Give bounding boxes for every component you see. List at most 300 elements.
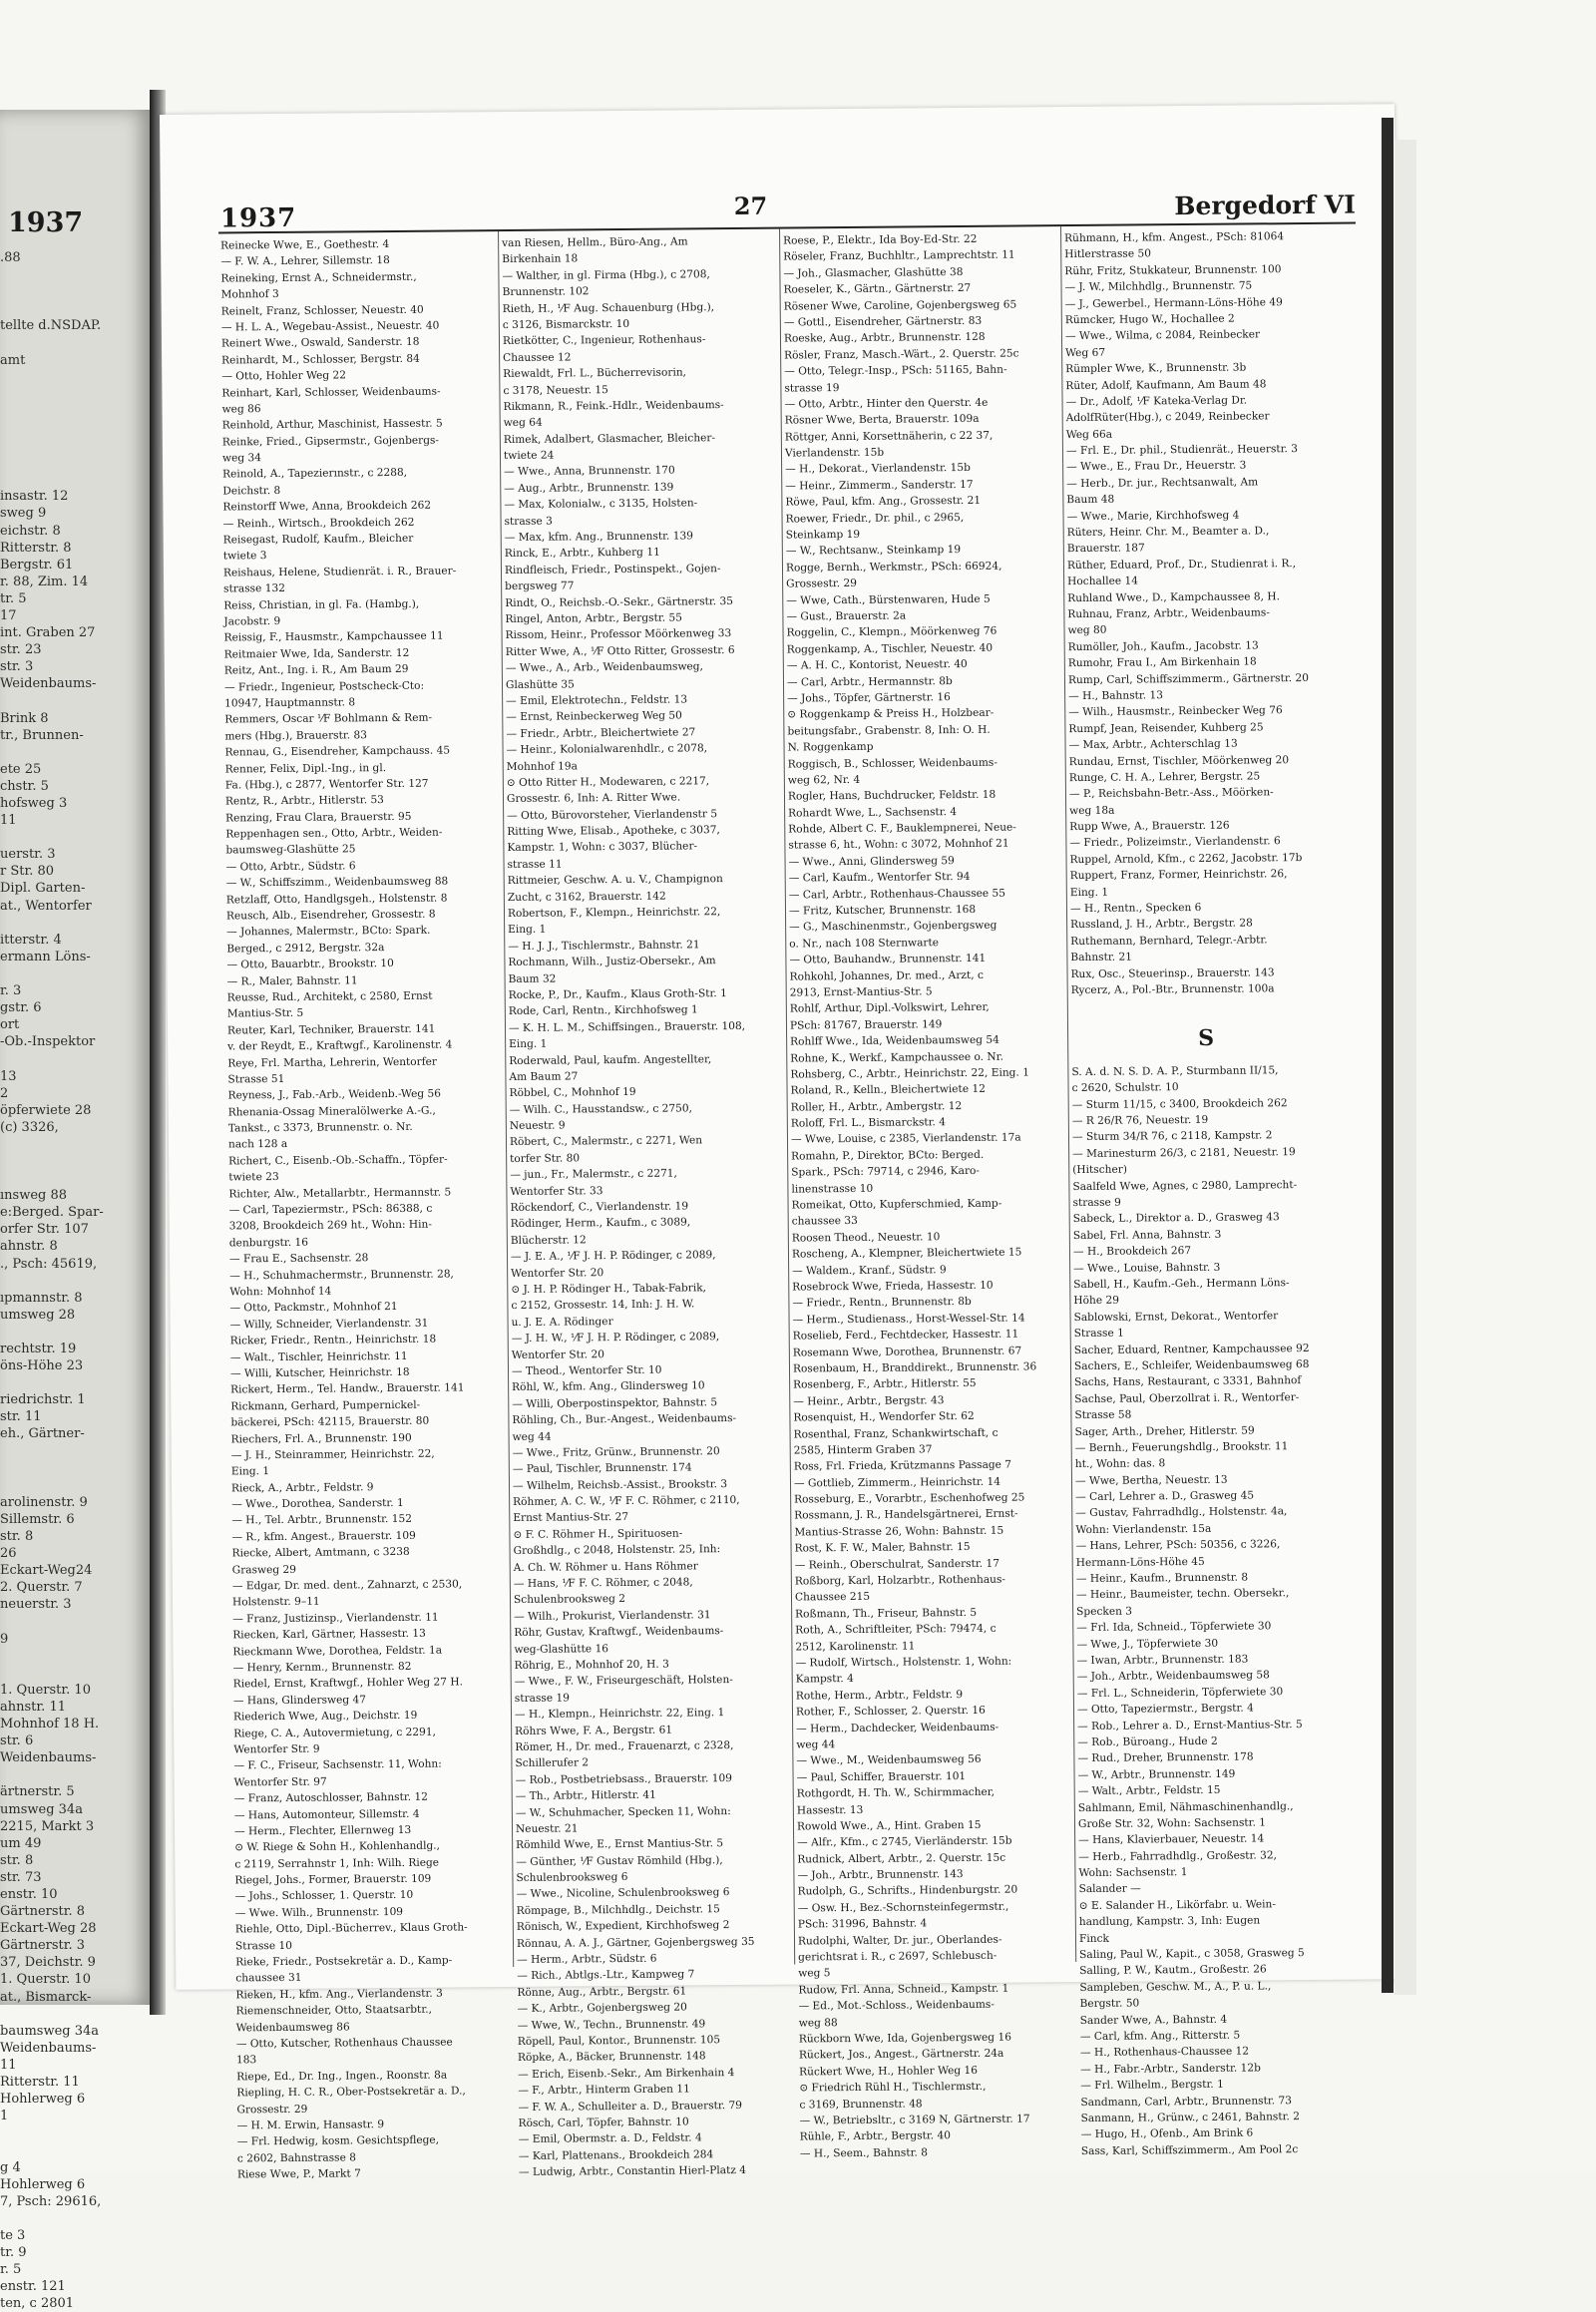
previous-page-line: 13	[0, 1068, 17, 1084]
previous-page-line: (ᴄ) 3326,	[0, 1119, 59, 1135]
directory-entry-line: twiete 23	[228, 1171, 279, 1184]
directory-entry-line: Baum 48	[1066, 493, 1115, 507]
directory-entry-line: Wentorfer Str. 33	[510, 1184, 603, 1198]
directory-entry-line: — A. H. C., Kontorist, Neuestr. 40	[786, 658, 968, 672]
directory-entry-line: — Carl, Arbtr., Rothenhaus-Chaussee 55	[788, 887, 1006, 902]
directory-entry-line: — Günther, ⅟F Gustav Römhild (Hbg.),	[516, 1853, 723, 1868]
directory-entry-line: Rudolph, G., Schrifts., Hindenburgstr. 20	[797, 1884, 1018, 1898]
directory-entry-line: twiete 3	[222, 550, 267, 563]
directory-entry-line: — Reinh., Oberschulrat, Sanderstr. 17	[794, 1557, 1000, 1572]
directory-entry-line: Roggisch, B., Schlosser, Weidenbaums-	[787, 756, 998, 771]
previous-page-line	[0, 1050, 150, 1067]
directory-entry-line: — Wwe., A., Arb., Weidenbaumsweg,	[505, 660, 703, 675]
directory-entry-line: ᴄ 3169, Brunnenstr. 48	[799, 2097, 923, 2112]
directory-entry-line: denburgstr. 16	[228, 1236, 309, 1250]
previous-page-line	[0, 1648, 150, 1665]
directory-entry-line: Strasse 1	[1073, 1327, 1124, 1341]
directory-entry-line: Retzlaff, Otto, Handlgsgeh., Holstenstr. 8	[225, 892, 448, 907]
previous-page-line: 37, Deichstr. 9	[0, 1955, 96, 1971]
previous-page-line: ten, ᴄ 2801	[0, 2296, 75, 2312]
previous-page-line: baumsweg 34a	[0, 2023, 100, 2039]
directory-entry-line: — P., Reichsbahn-Betr.-Ass., Möörken-	[1068, 786, 1274, 801]
directory-entry-line: Röhl, W., kfm. Ang., Glindersweg 10	[512, 1379, 705, 1394]
directory-entry-line: v. der Reydt, E., Kraftwgf., Karolinenstr. 4	[227, 1038, 453, 1053]
directory-entry-line: Richter, Alw., Metallarbtr., Hermannstr. 5	[228, 1186, 452, 1201]
directory-entry-line: Wentorfer Str. 20	[511, 1266, 604, 1280]
directory-entry-line: Reuter, Karl, Techniker, Brauerstr. 141	[226, 1022, 436, 1037]
previous-page-line: Hohlerweg 6	[0, 2176, 86, 2192]
directory-entry-line: strasse 132	[223, 582, 286, 595]
directory-entry-line: — jun., Fr., Malermstr., ᴄ 2271,	[510, 1167, 677, 1182]
directory-entry-line: — Wwe., Anna, Brunnenstr. 170	[504, 464, 675, 479]
previous-page-line: ınsweg 88	[0, 1188, 68, 1204]
directory-entry-line: — Dr., Adolf, ⅟F Kateka-Verlag Dr.	[1065, 394, 1248, 408]
previous-page-line: ., Psch: 45619,	[0, 1256, 98, 1272]
previous-page-line: uerstr. 3	[0, 847, 56, 863]
previous-page-line: Weidenbaums-	[0, 676, 97, 692]
directory-entry-line: — Emil, Elektrotechn., Feldstr. 13	[506, 693, 688, 707]
previous-page-line: neuerstr. 3	[0, 1597, 72, 1613]
directory-entry-line: Riemenschneider, Otto, Staatsarbtr.,	[235, 2003, 432, 2018]
previous-page-line	[0, 915, 150, 932]
directory-entry-line: Röseler, Franz, Buchhltr., Lamprechtstr. 11	[783, 248, 1015, 263]
directory-entry-line: — R., Maler, Bahnstr. 11	[226, 973, 358, 988]
directory-entry-line: — Heinr., Kaufm., Brunnenstr. 8	[1075, 1571, 1249, 1586]
directory-entry-line: — Sturm 11/15, ᴄ 3400, Brookdeich 262	[1071, 1096, 1288, 1111]
directory-entry-line: Rosenberg, F., Arbtr., Hitlerstr. 55	[793, 1377, 977, 1391]
directory-entry-line: mers (Hbg.), Brauerstr. 83	[224, 728, 367, 743]
directory-entry-line: Röhrs Wwe, F. A., Bergstr. 61	[515, 1724, 673, 1737]
previous-page-line: öns-Höhe 23	[0, 1358, 84, 1374]
directory-entry-line: Rückert Wwe, H., Hohler Weg 16	[799, 2064, 979, 2079]
directory-entry-line: 183	[235, 2054, 257, 2067]
previous-page-line: str. 23	[0, 642, 42, 658]
directory-entry-line: Roscheng, A., Klempner, Bleichertwiete 15	[791, 1246, 1022, 1261]
directory-entry-line: — Otto, Telegr.-Insp., PSch: 51165, Bahn-	[784, 363, 1007, 378]
directory-entry-line: van Riesen, Hellm., Büro-Ang., Am	[502, 235, 688, 250]
directory-entry-line: Baum 32	[508, 972, 557, 985]
previous-page-line	[0, 266, 150, 283]
directory-entry-line: — Gottl., Eisendreher, Gärtnerstr. 83	[783, 314, 983, 329]
directory-entry-line: Richert, C., Eisenb.-Ob.-Schaffn., Töpfer-	[228, 1153, 448, 1168]
section-letter: S	[1198, 1024, 1215, 1052]
directory-entry-line: Rhenania-Ossag Mineralölwerke A.-G.,	[227, 1104, 436, 1119]
directory-entry-line: Röbert, C., Malermstr., ᴄ 2271, Wen	[509, 1134, 703, 1149]
directory-entry-line: Röpell, Paul, Kontor., Brunnenstr. 105	[517, 2034, 721, 2048]
previous-page-line	[0, 283, 150, 300]
directory-entry-line: strasse 19	[784, 381, 840, 395]
previous-page-line: umsweg 34a	[0, 1801, 83, 1817]
directory-entry-line: — Paul, Schiffer, Brauerstr. 101	[796, 1769, 967, 1784]
directory-entry-line: Eing. 1	[1069, 886, 1109, 899]
directory-entry-line: — W., Schuhmacher, Specken 11, Wohn:	[515, 1804, 731, 1819]
directory-entry-line: — Carl, Arbtr., Hermannstr. 8b	[786, 674, 953, 689]
directory-entry-line: Wohn: Mohnhof 14	[229, 1285, 332, 1299]
directory-entry-line: — Rudolf, Wirtsch., Holstenstr. 1, Wohn:	[795, 1655, 1012, 1670]
directory-entry-line: — Heinr., Arbtr., Bergstr. 43	[793, 1393, 945, 1408]
directory-entry-line: Riege, C. A., Autovermietung, ᴄ 2291,	[233, 1726, 437, 1739]
directory-entry-line: Schillerufer 2	[515, 1756, 590, 1770]
directory-entry-line: — H., Schuhmachermstr., Brunnenstr. 28,	[229, 1268, 454, 1283]
previous-page-line: Eckart-Weg 28	[0, 1921, 97, 1937]
directory-entry-line: Rühle, F., Arbtr., Bergstr. 40	[799, 2129, 952, 2143]
directory-entry-line: AdolfRüter(Hbg.), ᴄ 2049, Reinbecker	[1065, 410, 1270, 425]
directory-entry-line: — G., Maschinenmstr., Gojenbergsweg	[789, 920, 998, 934]
directory-entry-line: — J. H. W., ⅟F J. H. P. Rödinger, ᴄ 2089,	[511, 1331, 720, 1346]
directory-entry-line: strasse 11	[507, 858, 563, 871]
previous-page-line: itterstr. 4	[0, 932, 62, 948]
directory-entry-line: linenstrasse 10	[791, 1182, 874, 1196]
previous-page-line: 17	[0, 607, 17, 623]
directory-entry-line: — F. W. A., Lehrer, Sillemstr. 18	[220, 254, 390, 268]
previous-page-line: eh., Gärtner-	[0, 1426, 85, 1442]
directory-entry-line: 2585, Hinterm Graben 37	[793, 1443, 933, 1457]
previous-page-line: enstr. 10	[0, 1887, 58, 1902]
directory-entry-line: ᴄ 2602, Bahnstrasse 8	[236, 2151, 357, 2165]
directory-entry-line: — Gust., Brauerstr. 2a	[786, 609, 907, 623]
directory-entry-line: Schulenbrooksweg 2	[513, 1593, 626, 1607]
directory-entry-line: Strasse 51	[227, 1072, 285, 1086]
previous-page-line	[0, 2210, 150, 2227]
previous-page-line: tr. 5	[0, 590, 27, 606]
previous-page-line: um 49	[0, 1835, 42, 1851]
previous-page-line	[0, 420, 150, 437]
previous-page-line	[0, 1324, 150, 1341]
directory-entry-line: Rowold Wwe., A., Hint. Graben 15	[796, 1818, 982, 1833]
directory-entry-line: — Ed., Mot.-Schloss., Weidenbaums-	[798, 1998, 995, 2013]
directory-entry-line: Röwe, Paul, kfm. Ang., Grossestr. 21	[785, 495, 982, 509]
directory-entry-line: Röhling, Ch., Bur.-Angest., Weidenbaums-	[512, 1412, 737, 1427]
directory-entry-line: Reusse, Rud., Architekt, ᴄ 2580, Ernst	[226, 989, 433, 1004]
directory-entry-line: Specken 3	[1076, 1605, 1133, 1618]
directory-entry-line: Rosemann Wwe, Dorothea, Brunnenstr. 67	[792, 1345, 1022, 1359]
directory-entry-line: Reppenhagen sen., Otto, Arbtr., Weiden-	[225, 826, 443, 841]
previous-page-line	[0, 2006, 150, 2023]
directory-entry-line: Rösner Wwe, Berta, Brauerstr. 109a	[784, 413, 980, 427]
directory-entry-line: Weg 66a	[1065, 428, 1113, 441]
directory-entry-line: weg 44	[796, 1738, 836, 1751]
directory-entry-line: — Willi, Kutscher, Heinrichstr. 18	[229, 1365, 410, 1380]
previous-page-line	[0, 334, 150, 351]
directory-entry-line: Runge, C. H. A., Lehrer, Bergstr. 25	[1068, 770, 1261, 784]
directory-entry-line: PSch: 31996, Bahnstr. 4	[797, 1917, 928, 1931]
directory-entry-line: Riegel, Johs., Former, Brauerstr. 109	[234, 1872, 432, 1887]
previous-page-line: sweg 9	[0, 506, 47, 522]
directory-entry-line: Ernst Mantius-Str. 27	[513, 1511, 629, 1525]
directory-entry-line: handlung, Kampstr. 3, Inh: Eugen	[1078, 1914, 1261, 1929]
directory-entry-line: Bahnstr. 21	[1070, 951, 1133, 964]
directory-entry-line: Sager, Arth., Dreher, Hitlerstr. 59	[1074, 1423, 1255, 1438]
directory-entry-line: — H., Fabr.-Arbtr., Sanderstr. 12b	[1080, 2062, 1261, 2076]
directory-entry-line: Deichstr. 8	[222, 484, 281, 498]
directory-entry-line: — Frl. L., Schneiderin, Töpferwiete 30	[1076, 1685, 1284, 1700]
directory-entry-line: Ritting Wwe, Elisab., Apotheke, ᴄ 3037,	[507, 824, 720, 839]
directory-entry-line: Holstenstr. 9–11	[231, 1596, 320, 1609]
directory-entry-line: Roeseler, K., Gärtn., Gärtnerstr. 27	[783, 282, 972, 296]
directory-entry-line: Ricker, Friedr., Rentn., Heinrichstr. 18	[229, 1333, 437, 1348]
directory-entry-line: — Friedr., Arbtr., Bleichertwiete 27	[506, 726, 696, 740]
directory-entry-line: nach 128 a	[227, 1138, 288, 1151]
directory-entry-line: Reiss, Christian, in gl. Fa. (Hambg.),	[223, 597, 420, 612]
directory-entry-line: Sachers, E., Schleifer, Weidenbaumsweg 68	[1073, 1357, 1310, 1372]
previous-page-line: eichstr. 8	[0, 523, 61, 539]
directory-entry-line: Roeske, Aug., Arbtr., Brunnenstr. 128	[783, 331, 986, 345]
directory-entry-line: — Hans, Glindersweg 47	[232, 1694, 367, 1708]
directory-entry-line: Rönnau, A. A. J., Gärtner, Gojenbergsweg 35	[516, 1935, 755, 1950]
directory-entry-line: Rüter, Adolf, Kaufmann, Am Baum 48	[1065, 377, 1267, 392]
previous-page-line: rechtstr. 19	[0, 1342, 77, 1356]
directory-entry-line: — Wwe., F. W., Friseurgeschäft, Holsten-	[514, 1674, 733, 1689]
previous-page-line: g 4	[0, 2159, 21, 2175]
directory-entry-line: — Rob., Büroang., Hude 2	[1077, 1734, 1218, 1748]
directory-entry-line: ⊙ W. Riege & Sohn H., Kohlenhandlg.,	[234, 1839, 441, 1854]
directory-entry-line: Schulenbrooksweg 6	[516, 1871, 628, 1885]
directory-entry-line: Rüther, Eduard, Prof., Dr., Studienrat i. R.,	[1066, 557, 1297, 572]
directory-entry-line: — Wwe, Louise, ᴄ 2385, Vierlandenstr. 17a	[790, 1131, 1021, 1146]
directory-entry-line: Rösch, Carl, Töpfer, Bahnstr. 10	[518, 2116, 689, 2129]
directory-entry-line: — Franz, Justizinsp., Vierlandenstr. 11	[232, 1611, 439, 1626]
directory-entry-line: Ritter Wwe, A., ⅟F Otto Ritter, Grossestr. 6	[505, 643, 735, 658]
previous-page-line: r. 88, Zim. 14	[0, 574, 89, 589]
directory-entry-line: Ruhland Wwe., D., Kampchaussee 8, H.	[1067, 589, 1280, 604]
directory-entry-line: Strasse 58	[1074, 1408, 1132, 1422]
directory-entry-line: — Walt., Arbtr., Feldstr. 15	[1077, 1783, 1221, 1798]
directory-entry-line: — H., Rothenhaus-Chaussee 12	[1079, 2045, 1250, 2060]
directory-entry-line: — Bernh., Feuerungshdlg., Brookstr. 11	[1074, 1440, 1289, 1454]
previous-page-line	[0, 1136, 150, 1153]
directory-entry-line: Spark., PSch: 79714, ᴄ 2946, Karo-	[791, 1165, 981, 1179]
directory-entry-line: Riecke, Albert, Amtmann, ᴄ 3238	[231, 1546, 410, 1560]
directory-entry-line: Rieke, Friedr., Postsekretär a. D., Kamp-	[235, 1954, 453, 1969]
directory-entry-line: Renner, Felix, Dipl.-Ing., in gl.	[224, 761, 387, 775]
previous-page-line: ete 25	[0, 761, 42, 777]
directory-entry-line: Roloff, Frl. L., Bismarckstr. 4	[790, 1116, 947, 1130]
previous-page-line: 2	[0, 1085, 9, 1101]
directory-entry-line: Salling, P. W., Kautm., Großestr. 26	[1079, 1963, 1267, 1978]
directory-entry-line: Rumohr, Frau I., Am Birkenhain 18	[1067, 655, 1257, 670]
directory-entry-line: Riecken, Karl, Gärtner, Hassestr. 13	[232, 1627, 426, 1642]
directory-entry-line: Hermann-Löns-Höhe 45	[1075, 1555, 1205, 1569]
directory-entry-line: — Aug., Arbtr., Brunnenstr. 139	[504, 481, 674, 495]
directory-entry-line: Rohsberg, C., Arbtr., Heinrichstr. 22, Eing. 1	[790, 1066, 1029, 1081]
previous-page-line	[0, 369, 150, 386]
directory-entry-line: Rösler, Franz, Masch.-Wärt., 2. Querstr. 25c	[784, 347, 1019, 362]
directory-entry-line: Rüters, Heinr. Chr. M., Beamter a. D.,	[1066, 525, 1270, 540]
directory-entry-line: Rothe, Herm., Arbtr., Feldstr. 9	[795, 1688, 964, 1703]
directory-entry-line: Eing. 1	[230, 1465, 270, 1478]
directory-entry-line: — Rud., Dreher, Brunnenstr. 178	[1077, 1750, 1254, 1765]
directory-entry-line: Große Str. 32, Wohn: Sachsenstr. 1	[1077, 1816, 1267, 1830]
directory-entry-line: Russland, J. H., Arbtr., Bergstr. 28	[1070, 917, 1253, 932]
previous-page-line: ärtnerstr. 5	[0, 1784, 75, 1800]
directory-entry-line: Jacobstr. 9	[223, 614, 281, 628]
directory-entry-line: — Heinr., Baumeister, techn. Obersekr.,	[1075, 1587, 1290, 1602]
previous-page-line	[0, 692, 150, 709]
directory-entry-line: Reitz, Ant., Ing. i. R., Am Baum 29	[223, 663, 409, 677]
directory-entry-line: — Wwe, Bertha, Neuestr. 13	[1074, 1473, 1228, 1487]
directory-entry-line: Kampstr. 1, Wohn: ᴄ 3037, Blücher-	[507, 840, 698, 855]
directory-entry-line: weg 18a	[1069, 804, 1115, 817]
directory-entry-line: Salander —	[1078, 1882, 1141, 1896]
directory-entry-line: Sabel, Frl. Anna, Bahnstr. 3	[1072, 1228, 1222, 1242]
directory-entry-line: — Frl. Wilhelm., Bergstr. 1	[1080, 2078, 1224, 2093]
directory-entry-line: — Carl, Lehrer a. D., Grasweg 45	[1075, 1489, 1255, 1504]
directory-entry-line: Riepe, Ed., Dr. Ing., Ingen., Roonstr. 8a	[236, 2069, 448, 2084]
directory-entry-line: — Otto, Kutscher, Rothenhaus Chaussee	[235, 2036, 453, 2051]
previous-page-line: tr. 9	[0, 2244, 27, 2260]
previous-page-line: e:Berged. Spar-	[0, 1205, 104, 1221]
directory-entry-line: Hochallee 14	[1067, 575, 1139, 588]
directory-entry-line: — Rich., Abtlgs.-Ltr., Kampweg 7	[517, 1968, 695, 1983]
previous-page-line	[0, 2141, 150, 2158]
directory-entry-line: ᴄ 2620, Schulstr. 10	[1071, 1081, 1179, 1095]
previous-page-line: öpferwiete 28	[0, 1102, 92, 1118]
directory-entry-line: Birkenhain 18	[502, 252, 579, 266]
directory-entry-line: Ruthemann, Bernhard, Telegr.-Arbtr.	[1070, 934, 1268, 948]
directory-entry-line: Romeikat, Otto, Kupferschmied, Kamp-	[791, 1197, 1002, 1212]
directory-entry-line: — R 26/R 76, Neuestr. 19	[1071, 1113, 1209, 1128]
directory-entry-line: — Otto, Arbtr., Hinter den Querstr. 4e	[784, 396, 989, 411]
directory-entry-line: — Johs., Schlosser, 1. Querstr. 10	[234, 1889, 414, 1903]
directory-entry-line: Reyness, J., Fab.-Arb., Weidenb.-Weg 56	[227, 1087, 441, 1102]
directory-entry-line: Rode, Carl, Rentn., Kirchhofsweg 1	[508, 1003, 698, 1018]
directory-entry-line: — Otto, Arbtr., Südstr. 6	[225, 860, 356, 874]
directory-entry-line: Rosenbaum, H., Branddirekt., Brunnenstr. 36	[792, 1360, 1037, 1375]
directory-entry-line: Rühmann, H., kfm. Angest., PSch: 81064	[1064, 230, 1285, 245]
previous-page-line: enstr. 121	[0, 2279, 66, 2295]
directory-entry-line: — H., Brookdeich 267	[1072, 1245, 1192, 1259]
directory-entry-line: — Carl, kfm. Ang., Ritterstr. 5	[1079, 2029, 1241, 2043]
directory-entry-line: — H., Bahnstr. 13	[1068, 689, 1164, 703]
previous-page-line: amt	[0, 352, 26, 368]
directory-entry-line: weg 44	[512, 1430, 552, 1443]
directory-entry-line: 2913, Ernst-Mantius-Str. 5	[789, 985, 933, 999]
directory-entry-line: — Osw. H., Bez.-Schornsteinfegermstr.,	[797, 1900, 1009, 1915]
district-title: Bergedorf VI	[1174, 190, 1356, 221]
directory-entry-line: — Max, Arbtr., Achterschlag 13	[1068, 737, 1238, 752]
directory-entry-line: Rohkohl, Johannes, Dr. med., Arzt, ᴄ	[789, 968, 984, 983]
previous-page-line: Weidenbaums-	[0, 2040, 97, 2056]
directory-entry-line: Finck	[1078, 1932, 1109, 1945]
directory-entry-line: — Johannes, Malermstr., BCto: Spark.	[226, 925, 431, 939]
directory-entry-line: — Herm., Dachdecker, Weidenbaums-	[796, 1721, 999, 1735]
directory-entry-line: Rumöller, Joh., Kaufm., Jacobstr. 13	[1067, 639, 1259, 653]
previous-page-line: ıpmannstr. 8	[0, 1290, 83, 1306]
directory-entry-line: Rumpf, Jean, Reisender, Kuhberg 25	[1068, 721, 1264, 735]
previous-page-line: Sillemstr. 6	[0, 1511, 75, 1527]
previous-page-line	[0, 1273, 150, 1290]
directory-entry-line: — Rob., Lehrer a. D., Ernst-Mantius-Str. 5	[1077, 1718, 1303, 1733]
directory-entry-line: — Iwan, Arbtr., Brunnenstr. 183	[1076, 1653, 1249, 1668]
directory-entry-line: — Wwe, W., Techn., Brunnenstr. 49	[517, 2017, 706, 2032]
directory-entry-line: Ruhnau, Franz, Arbtr., Weidenbaums-	[1067, 606, 1270, 621]
directory-entry-line: bäckerei, PSch: 42115, Brauerstr. 80	[230, 1414, 430, 1429]
directory-entry-line: — K. H. L. M., Schiffsingen., Brauerstr. 108,	[508, 1019, 746, 1034]
directory-entry-line: Wohn: Vierlandenstr. 15a	[1075, 1522, 1212, 1536]
directory-entry-line: Roggenkamp, A., Tischler, Neuestr. 40	[786, 641, 994, 656]
previous-page-line	[0, 829, 150, 846]
previous-page-line: Brink 8	[0, 710, 49, 726]
previous-page-line: 1. Querstr. 10	[0, 1972, 91, 1988]
directory-entry-line: — W., Arbtr., Brunnenstr. 149	[1077, 1767, 1236, 1781]
directory-entry-line: Rickert, Herm., Tel. Handw., Brauerstr. 141	[230, 1381, 465, 1396]
directory-entry-line: weg 5	[798, 1967, 831, 1980]
directory-entry-line: Ringel, Anton, Arbtr., Bergstr. 55	[505, 611, 682, 625]
directory-entry-line: Mantius-Strasse 26, Wohn: Bahnstr. 15	[794, 1524, 1004, 1539]
directory-entry-line: Riehle, Otto, Dipl.-Bücherrev., Klaus Groth-	[234, 1921, 468, 1936]
directory-entry-line: Rieckmann Wwe, Dorothea, Feldstr. 1a	[232, 1644, 443, 1659]
directory-entry-line: Rupp Wwe, A., Brauerstr. 126	[1069, 819, 1230, 834]
directory-entry-line: — Heinr., Zimmerm., Sanderstr. 17	[785, 478, 974, 493]
directory-entry-line: weg 62, Nr. 4	[787, 773, 861, 787]
directory-entry-line: Rohardt Wwe, L., Sachsenstr. 4	[788, 805, 958, 820]
directory-entry-line: — J. W., Milchhdlg., Brunnenstr. 75	[1064, 279, 1253, 294]
column-2	[502, 233, 788, 2181]
directory-entry-line: — Otto, Tapeziermstr., Bergstr. 4	[1076, 1702, 1254, 1717]
directory-entry-line: Rittmeier, Geschw. A. u. V., Champignon	[507, 873, 723, 888]
previous-page-line: ermann Löns-	[0, 949, 91, 964]
previous-page-line: tellte d.NSDAP.	[0, 318, 102, 334]
directory-entry-line: beitungsfabr., Grabenstr. 8, Inh: O. H.	[787, 723, 991, 738]
previous-page-line: Dipl. Garten-	[0, 881, 86, 897]
directory-entry-line: Höhe 29	[1073, 1295, 1120, 1308]
directory-entry-line: — Theod., Wentorfer Str. 10	[511, 1363, 662, 1377]
previous-page-line	[0, 1443, 150, 1460]
directory-entry-line: — Reinh., Wirtsch., Brookdeich 262	[222, 516, 415, 531]
directory-entry-line: — J. E. A., ⅟F J. H. P. Rödinger, ᴄ 2089,	[510, 1249, 716, 1264]
directory-entry-line: Rissom, Heinr., Professor Möörkenweg 33	[505, 627, 732, 642]
directory-entry-line: — Joh., Arbtr., Brunnenstr. 143	[797, 1868, 964, 1882]
previous-page-line: 2215, Markt 3	[0, 1818, 95, 1834]
directory-entry-line: — Ludwig, Arbtr., Constantin Hierl-Platz 4	[518, 2164, 747, 2179]
directory-entry-line: Roderwald, Paul, kaufm. Angestellter,	[509, 1052, 712, 1067]
directory-entry-line: Wentorfer Str. 20	[511, 1348, 604, 1361]
directory-entry-line: Rosenthal, Franz, Schankwirtschaft, ᴄ	[793, 1426, 998, 1441]
directory-entry-line: Reinke, Fried., Gipsermstr., Gojenbergs-	[221, 434, 440, 449]
directory-entry-line: — Carl, Tapeziermstr., PSch: 86388, ᴄ	[228, 1202, 433, 1217]
directory-entry-line: — Frau E., Sachsenstr. 28	[228, 1252, 369, 1266]
directory-entry-line: Rossmann, J. R., Handelsgärtnerei, Ernst-	[794, 1508, 1018, 1522]
directory-entry-line: Röbbel, C., Mohnhof 19	[509, 1086, 636, 1100]
directory-entry-line: 10947, Hauptmannstr. 8	[224, 696, 356, 710]
directory-entry-line: — Hans, ⅟F F. C. Röhmer, ᴄ 2048,	[513, 1576, 693, 1590]
directory-entry-line: Roggelin, C., Klempn., Möörkenweg 76	[786, 625, 998, 639]
directory-entry-line: Römer, H., Dr. med., Frauenarzt, ᴄ 2328,	[515, 1738, 734, 1753]
directory-entry-line: Rosebrock Wwe, Frieda, Hassestr. 10	[792, 1279, 994, 1294]
previous-page-year: 1937	[8, 207, 84, 238]
directory-entry-line: Sabell, H., Kaufm.-Geh., Hermann Löns-	[1073, 1277, 1290, 1292]
directory-entry-line: Roth, A., Schriftleiter, PSch: 79474, ᴄ	[795, 1622, 997, 1637]
directory-entry-line: Rump, Carl, Schiffszimmerm., Gärtnerstr. 20	[1067, 671, 1309, 686]
directory-entry-line: — Hugo, H., Ofenb., Am Brink 6	[1080, 2126, 1254, 2141]
directory-entry-line: Rundau, Ernst, Tischler, Möörkenweg 20	[1068, 753, 1290, 768]
directory-entry-line: — Rob., Postbetriebsass., Brauerstr. 109	[515, 1771, 733, 1786]
directory-entry-line: Röhrig, E., Mohnhof 20, H. 3	[514, 1658, 669, 1672]
previous-page-line	[0, 454, 150, 471]
previous-page-line: 2. Querstr. 7	[0, 1580, 83, 1596]
directory-entry-line: Strasse 10	[234, 1939, 292, 1953]
directory-entry-line: Röpke, A., Bäcker, Brunnenstr. 148	[517, 2050, 706, 2065]
directory-entry-line: — Ernst, Reinbeckerweg Weg 50	[506, 709, 682, 724]
directory-entry-line: strasse 9	[1072, 1196, 1121, 1210]
directory-entry-line: — Erich, Eisenb.-Sekr., Am Birkenhain 4	[518, 2066, 735, 2081]
previous-page-line	[0, 1460, 150, 1477]
page-number: 27	[733, 191, 768, 220]
directory-entry-line: Rocke, P., Dr., Kaufm., Klaus Groth-Str. 1	[508, 987, 727, 1001]
directory-entry-line: — Willi, Oberpostinspektor, Bahnstr. 5	[512, 1395, 718, 1410]
directory-entry-line: 3208, Brookdeich 269 ht., Wohn: Hin-	[228, 1219, 432, 1233]
directory-entry-line: Mohnhof 19a	[506, 759, 578, 773]
